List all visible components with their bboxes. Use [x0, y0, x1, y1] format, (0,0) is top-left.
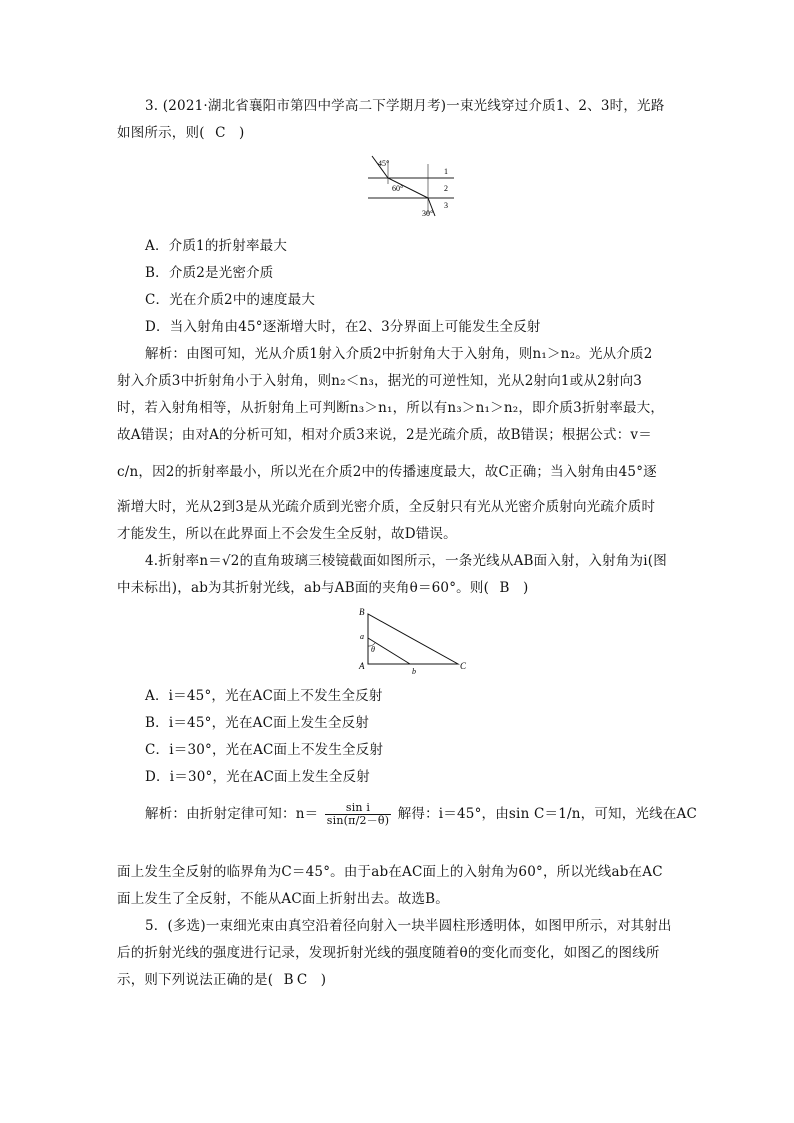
q4-fraction-denominator: sin(π/2－θ)	[326, 814, 390, 827]
q4-option-a: A．i＝45°，光在AC面上不发生全反射	[145, 688, 383, 704]
q4-analysis-pre: 解析：由折射定律可知：n＝	[145, 806, 319, 822]
q4-formula-fraction	[325, 802, 391, 827]
q3-stem-line2	[117, 123, 244, 143]
q3-answer: C	[215, 125, 229, 141]
q3-angle-60: 60°	[392, 184, 404, 193]
q3-analysis-line5: c/n，因2的折射率最小，所以光在介质2中的传播速度最大，故C正确；当入射角由45°逐	[117, 464, 657, 480]
q4-analysis-post: 解得：i＝45°，由sin C＝1/n，可知，光线在AC	[397, 806, 698, 822]
q3-analysis-line6: 渐增大时，光从2到3是从光疏介质到光密介质，全反射只有光从光密介质射向光疏介质时	[117, 499, 656, 515]
q3-stem-line1: 3. (2021·湖北省襄阳市第四中学高二下学期月考)一束光线穿过介质1、2、3时，光路	[145, 98, 665, 114]
q3-analysis-line2: 射入介质3中折射角小于入射角，则n₂＜n₃，据光的可逆性知，光从2射向1或从2射向3	[117, 373, 643, 389]
q3-analysis-line4: 故A错误；由对A的分析可知，相对介质3来说，2是光疏介质，故B错误；根据公式：v＝	[117, 427, 652, 443]
q3-stem-post: )	[239, 125, 245, 141]
q5-stem-line2: 后的折射光线的强度进行记录，发现折射光线的强度随着θ的变化而变化，如图乙的图线所	[117, 945, 660, 961]
q4-vertex-b: B	[359, 607, 365, 617]
q5-stem-pre: 示，则下列说法正确的是(	[117, 972, 274, 988]
q4-point-a: a	[360, 632, 364, 641]
q3-analysis-line3: 时，若入射角相等，从折射角上可判断n₃＞n₁，所以有n₃＞n₁＞n₂，即介质3折射率最大，	[117, 400, 665, 416]
q4-option-c: C．i＝30°，光在AC面上不发生全反射	[145, 742, 384, 758]
q4-option-b: B．i＝45°，光在AC面上发生全反射	[145, 715, 370, 731]
q4-fraction-numerator: sin i	[325, 802, 391, 815]
q3-option-a: A．介质1的折射率最大	[145, 238, 288, 254]
q5-stem-line3	[117, 970, 326, 990]
q5-stem-line1: 5．(多选)一束细光束由真空沿着径向射入一块半圆柱形透明体，如图甲所示，对其射出	[145, 918, 672, 934]
q4-stem-post: )	[522, 580, 529, 596]
q4-analysis-line2: 面上发生全反射的临界角为C＝45°。由于ab在AC面上的入射角为60°，所以光线ab在AC	[117, 864, 663, 880]
q3-analysis-line1: 解析：由图可知，光从介质1射入介质2中折射角大于入射角，则n₁＞n₂。光从介质2	[145, 346, 653, 362]
q5-answer: BC	[283, 972, 311, 988]
q4-answer: B	[499, 580, 513, 596]
q3-layer-3: 3	[444, 201, 448, 210]
q3-layer-2: 2	[444, 184, 448, 193]
q4-theta-label: θ	[371, 645, 375, 654]
q4-prism-triangle	[368, 614, 458, 664]
q4-figure	[352, 606, 472, 678]
q4-stem-pre: 中未标出)，ab为其折射光线，ab与AB面的夹角θ＝60°。则(	[117, 580, 490, 596]
q3-layer-1: 1	[444, 167, 448, 176]
q3-stem-pre: 如图所示，则(	[117, 125, 205, 141]
q3-option-b: B．介质2是光密介质	[145, 265, 274, 281]
q4-point-b: b	[412, 667, 416, 676]
q4-analysis-line1	[145, 800, 697, 828]
q4-stem-line1: 4.折射率n＝√2的直角玻璃三棱镜截面如图所示，一条光线从AB面入射，入射角为i(图	[145, 553, 667, 569]
q3-option-d: D．当入射角由45°逐渐增大时，在2、3分界面上可能发生全反射	[145, 319, 541, 335]
q4-stem-line2	[117, 578, 528, 598]
q3-angle-45: 45°	[378, 159, 390, 168]
q3-figure	[362, 154, 462, 222]
q4-vertex-a: A	[359, 661, 365, 671]
q3-angle-30: 30°	[422, 209, 434, 218]
q4-analysis-line3: 面上发生了全反射，不能从AC面上折射出去。故选B。	[117, 891, 449, 907]
q3-option-c: C．光在介质2中的速度最大	[145, 292, 316, 308]
q4-vertex-c: C	[460, 661, 467, 671]
q4-option-d: D．i＝30°，光在AC面上发生全反射	[145, 769, 370, 785]
q5-stem-post: )	[320, 972, 327, 988]
q3-analysis-line7: 才能发生，所以在此界面上不会发生全反射，故D错误。	[117, 526, 457, 542]
